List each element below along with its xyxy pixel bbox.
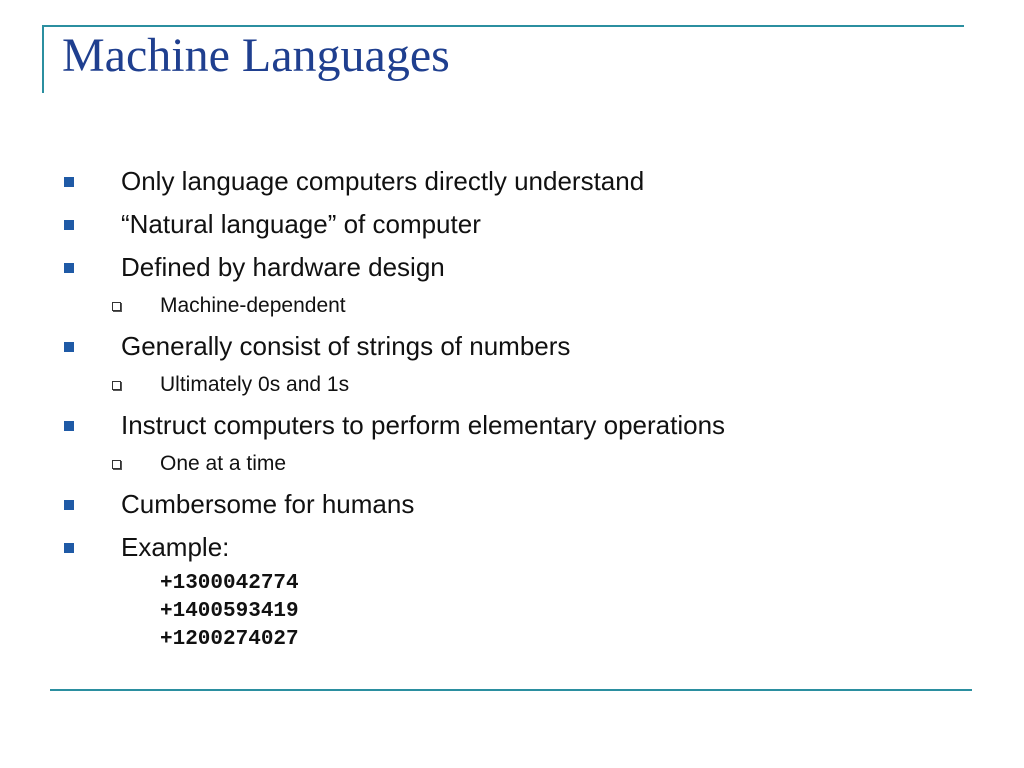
bullet-text: Only language computers directly understand [121,166,645,196]
square-bullet-icon [64,342,74,352]
bullet-text: “Natural language” of computer [121,209,481,239]
bullet-text: Cumbersome for humans [121,489,415,519]
square-bullet-icon [64,421,74,431]
square-bullet-icon [64,543,74,553]
bullet-item [62,331,570,362]
hollow-square-bullet-icon [112,460,121,469]
square-bullet-icon [64,500,74,510]
bullet-item [62,489,414,520]
sub-bullet-text: One at a time [160,452,287,475]
square-bullet-icon [64,263,74,273]
slide-title: Machine Languages [62,29,450,82]
sub-bullet-item [110,294,346,318]
hollow-square-bullet-icon [112,302,121,311]
code-line: +1400593419 [160,600,299,623]
bullet-text: Instruct computers to perform elementary operations [121,410,726,440]
bullet-item [62,532,229,563]
code-line: +1300042774 [160,572,299,595]
bullet-item [62,209,481,240]
hollow-square-bullet-icon [112,381,121,390]
sub-bullet-item [110,373,349,397]
code-example [160,570,299,654]
square-bullet-icon [64,220,74,230]
bullet-text: Example: [121,532,230,562]
code-line: +1200274027 [160,628,299,651]
sub-bullet-text: Machine-dependent [160,294,346,317]
bullet-item [62,252,445,283]
bullet-text: Defined by hardware design [121,252,445,282]
sub-bullet-text: Ultimately 0s and 1s [160,373,350,396]
sub-bullet-item [110,452,286,476]
bullet-item [62,166,644,197]
square-bullet-icon [64,177,74,187]
bullet-text: Generally consist of strings of numbers [121,331,571,361]
bullet-item [62,410,725,441]
